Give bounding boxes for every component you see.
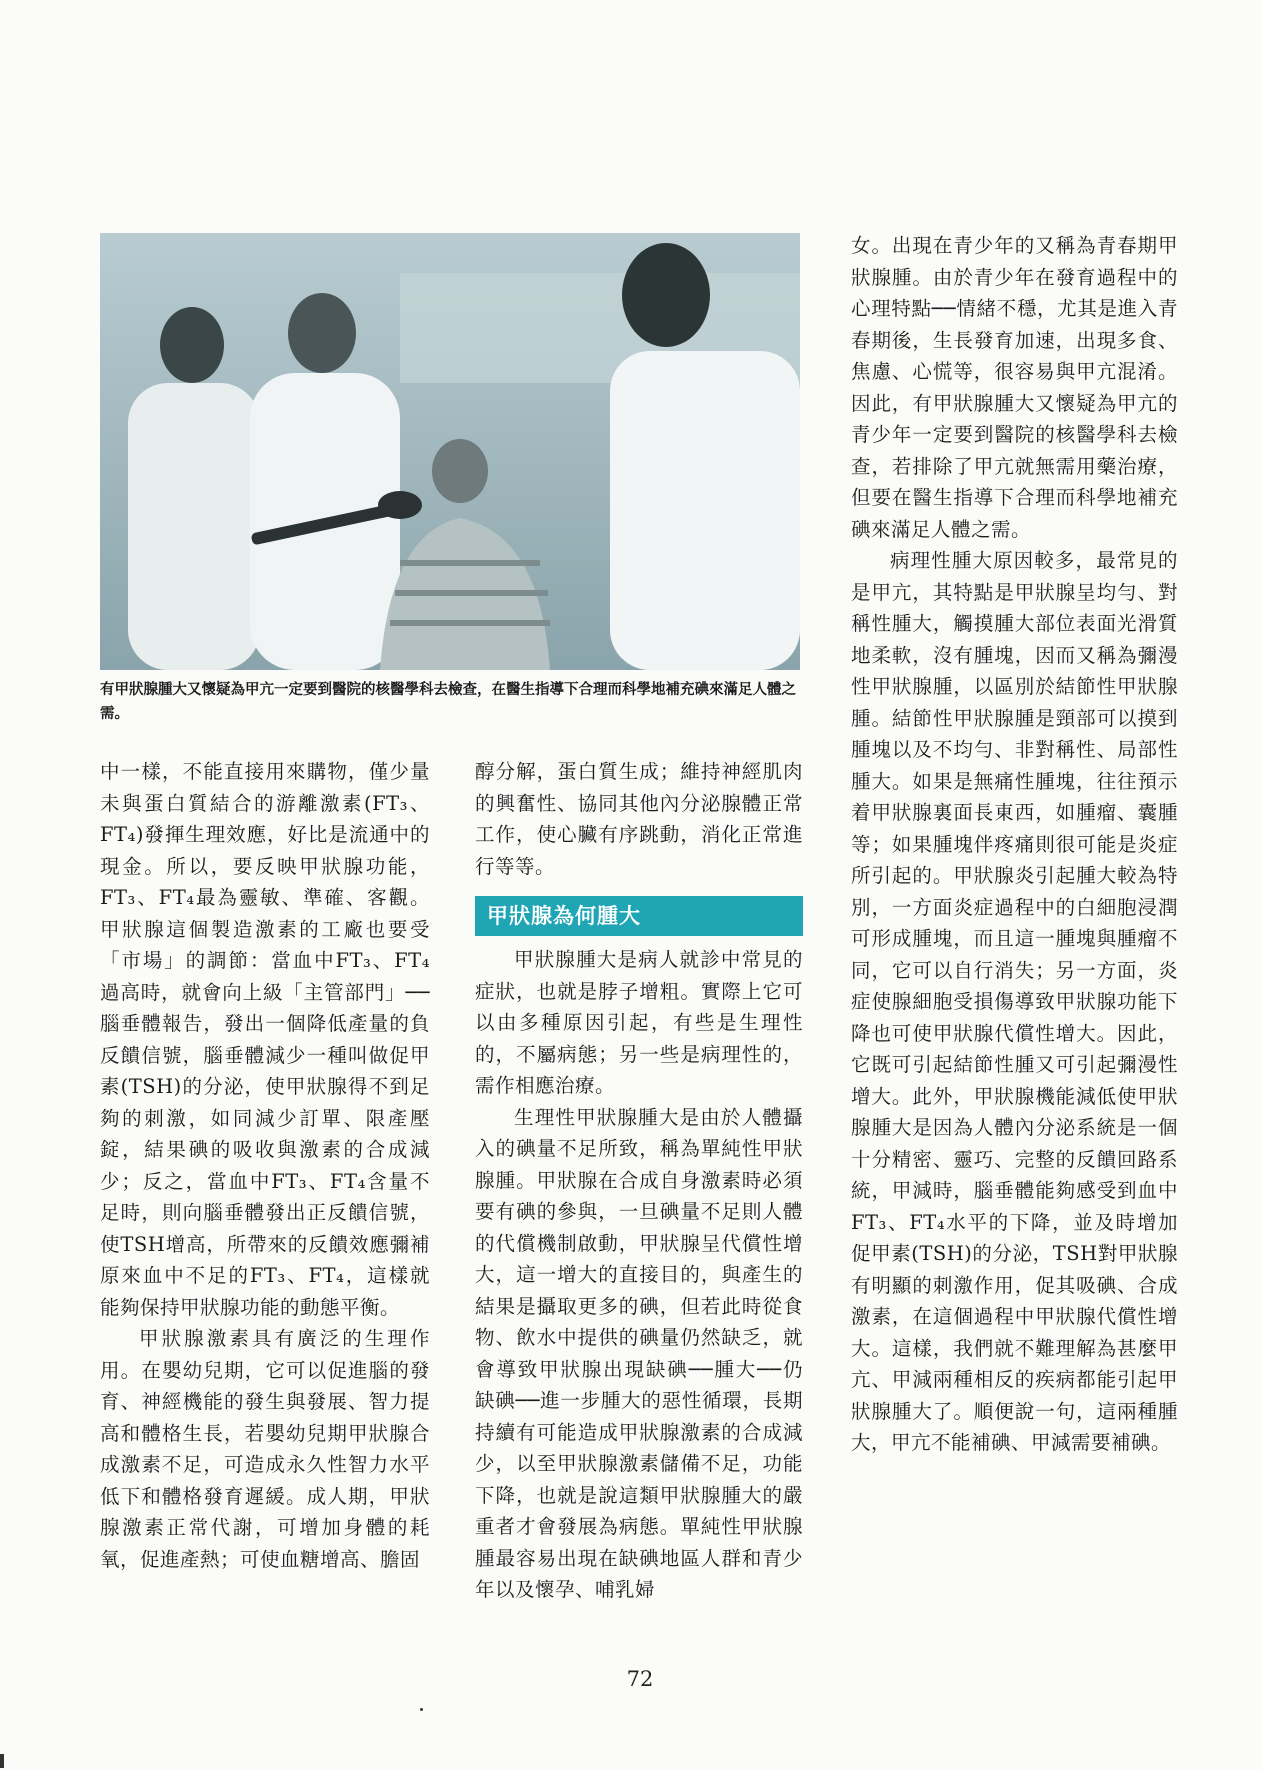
paragraph: 生理性甲狀腺腫大是由於人體攝入的碘量不足所致，稱為單純性甲狀腺腫。甲狀腺在合成自身激素時必須要有碘的參與，一旦碘量不足則人體的代償機制啟動，甲狀腺呈代償性增大，這一增大的直接目的，與產生的結果是攝取更多的碘，但若此時從食物、飲水中提供的碘量仍然缺乏，就會導致甲狀腺出現缺碘──腫大──仍缺碘──進一步腫大的惡性循環，長期持續有可能造成甲狀腺激素的合成減少，以至甲狀腺激素儲備不足，功能下降，也就是說這類甲狀腺腫大的嚴重者才會發展為病態。單純性甲狀腺腫最容易出現在缺碘地區人群和青少年以及懷孕、哺乳婦	[475, 1105, 803, 1601]
paragraph: 病理性腫大原因較多，最常見的是甲亢，其特點是甲狀腺呈均勻、對稱性腫大，觸摸腫大部位表面光滑質地柔軟，沒有腫塊，因而又稱為彌漫性甲狀腺腫，以區別於結節性甲狀腺腫。結節性甲狀腺腫是頸部可以摸到腫塊以及不均勻、非對稱性、局部性腫大。如果是無痛性腫塊，往往預示着甲狀腺裏面長東西，如腫瘤、囊腫等；如果腫塊伴疼痛則很可能是炎症所引起的。甲狀腺炎引起腫大較為特別，一方面炎症過程中的白細胞浸潤可形成腫塊，而且這一腫塊與腫瘤不同，它可以自行消失；另一方面，炎症使腺細胞受損傷導致甲狀腺功能下降也可使甲狀腺代償性增大。因此，它既可引起結節性腫又可引起彌漫性增大。此外，甲狀腺機能減低使甲狀腺腫大是因為人體內分泌系統是一個十分精密、靈巧、完整的反饋回路系統，甲減時，腦垂體能夠感受到血中FT₃、FT₄水平的下降，並及時增加促甲素(TSH)的分泌，TSH對甲狀腺有明顯的刺激作用，促其吸碘、合成激素，在這個過程中甲狀腺代償性增大。這樣，我們就不難理解為甚麼甲亢、甲減兩種相反的疾病都能引起甲狀腺腫大了。順便說一句，這兩種腫大，甲亢不能補碘、甲減需要補碘。	[851, 549, 1178, 1454]
paragraph: 中一樣，不能直接用來購物，僅少量未與蛋白質結合的游離激素(FT₃、FT₄)發揮生理效應，好比是流通中的現金。所以，要反映甲狀腺功能，FT₃、FT₄最為靈敏、準確、客觀。甲狀腺這個製造激素的工廠也要受「市場」的調節：當血中FT₃、FT₄過高時，就會向上級「主管部門」──腦垂體報告，發出一個降低產量的負反饋信號，腦垂體減少一種叫做促甲素(TSH)的分泌，使甲狀腺得不到足夠的刺激，如同減少訂單、限產壓錠，結果碘的吸收與激素的合成減少；反之，當血中FT₃、FT₄含量不足時，則向腦垂體發出正反饋信號，使TSH增高，所帶來的反饋效應彌補原來血中不足的FT₃、FT₄，這樣就能夠保持甲狀腺功能的動態平衡。	[100, 760, 430, 1319]
paragraph: 醇分解，蛋白質生成；維持神經肌肉的興奮性、協同其他內分泌腺體正常工作，使心臟有序跳動，消化正常進行等等。	[475, 760, 803, 878]
section-heading: 甲狀腺為何腫大	[475, 896, 803, 936]
scan-edge-mark	[0, 1754, 4, 1768]
scan-speck	[420, 1708, 423, 1711]
photo-caption: 有甲狀腺腫大又懷疑為甲亢一定要到醫院的核醫學科去檢查，在醫生指導下合理而科學地補充碘來滿足人體之需。	[100, 682, 796, 722]
middle-column	[475, 756, 803, 1606]
left-column	[100, 756, 430, 1575]
page-number: 72	[626, 1667, 654, 1691]
paragraph: 甲狀腺激素具有廣泛的生理作用。在嬰幼兒期，它可以促進腦的發育、神經機能的發生與發展、智力提高和體格生長，若嬰幼兒期甲狀腺合成激素不足，可造成永久性智力水平低下和體格發育遲緩。成人期，甲狀腺激素正常代謝，可增加身體的耗氧，促進產熱；可使血糖增高、膽固	[100, 1327, 430, 1571]
article-photo	[100, 233, 800, 670]
paragraph: 女。出現在青少年的又稱為青春期甲狀腺腫。由於青少年在發育過程中的心理特點──情緒不穩，尤其是進入青春期後，生長發育加速，出現多食、焦慮、心慌等，很容易與甲亢混淆。因此，有甲狀腺腫大又懷疑為甲亢的青少年一定要到醫院的核醫學科去檢查，若排除了甲亢就無需用藥治療，但要在醫生指導下合理而科學地補充碘來滿足人體之需。	[851, 234, 1178, 541]
paragraph: 甲狀腺腫大是病人就診中常見的症狀，也就是脖子增粗。實際上它可以由多種原因引起，有些是生理性的，不屬病態；另一些是病理性的，需作相應治療。	[475, 948, 803, 1097]
right-column	[851, 230, 1178, 1459]
photo-illustration	[100, 233, 800, 670]
